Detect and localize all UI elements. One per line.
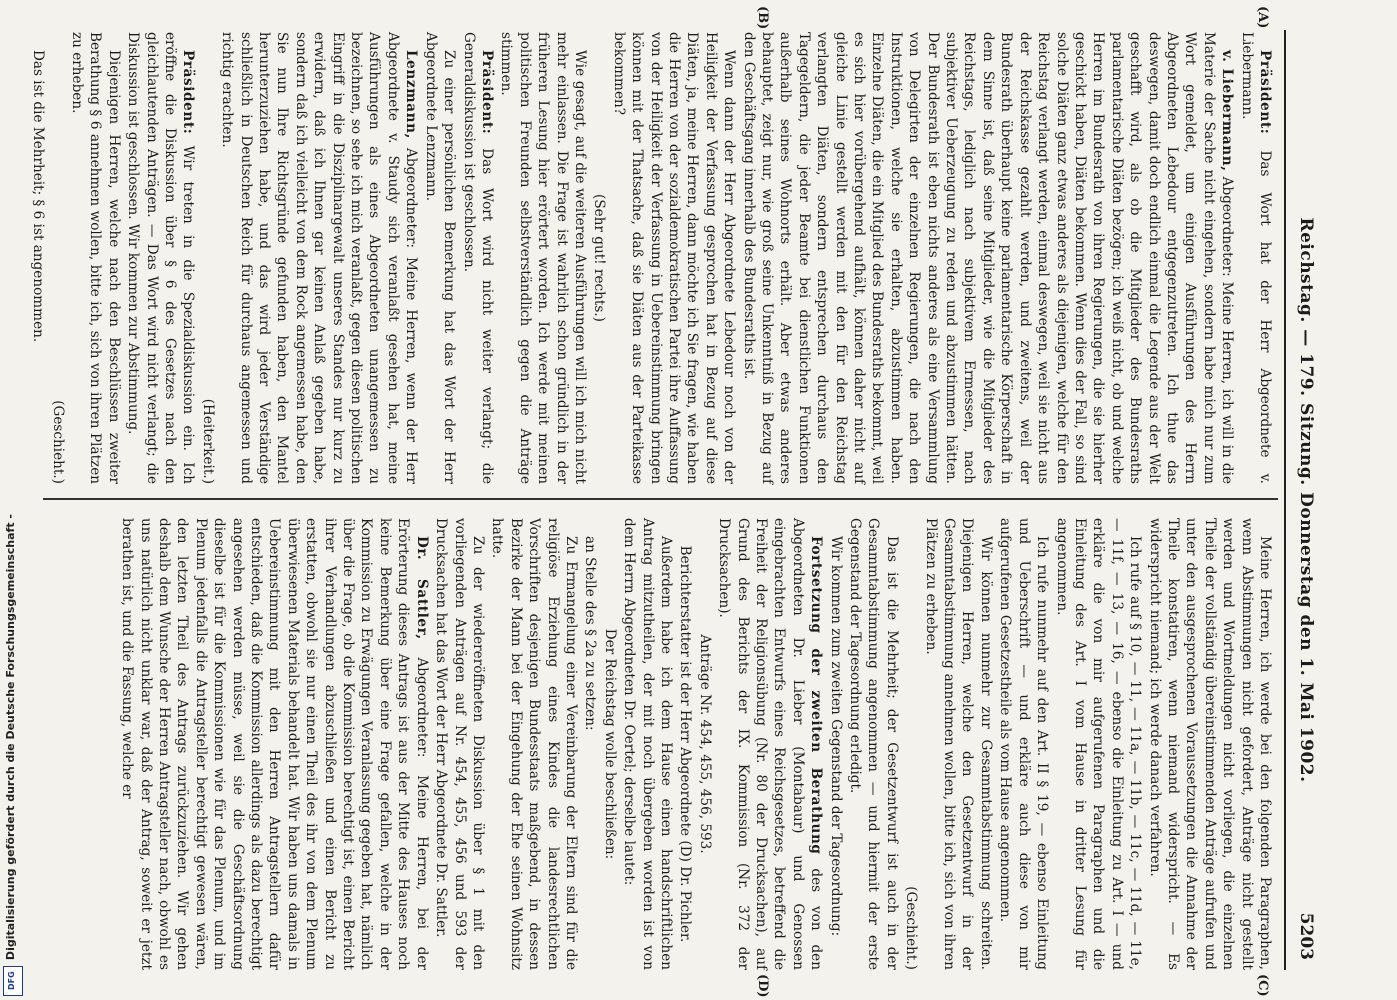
paragraph-text: Das Wort hat der Herr Abgeordnete v. Liebermann. [1238, 32, 1273, 484]
paragraph [68, 32, 123, 484]
paragraph [620, 518, 675, 970]
paragraph-text: Diejenigen Herren, welche nach den Beschlüssen zweiter Berathung § 6 annehmen wollen, bitte ich, sich von ihren Plätzen zu erheben. [69, 32, 122, 484]
paragraph [124, 32, 198, 484]
paragraph [609, 32, 738, 484]
column-divider [43, 498, 1278, 500]
digitization-credit [0, 0, 24, 1000]
paragraph [497, 32, 589, 484]
paragraph [846, 518, 901, 970]
paragraph [695, 518, 713, 970]
paragraph-text: (Geschieht.) [49, 400, 66, 484]
paragraph-text: des von den Abgeordneten Dr. Lieber (Montabaur) und Genossen eingebrachten Entwurfs eines Reichsgesetzes, betreffend die Freiheit der Religionsübung (Nr. 80 der Drucksachen), auf Grund des Berichts der IX. Kommission (Nr. 372 der Drucksachen). [716, 518, 825, 970]
paragraph [118, 518, 431, 970]
margin-marker-d: (D) [755, 974, 770, 998]
header-rule [1284, 30, 1286, 970]
paragraph-text: Zu der wiedereröffneten Diskussion über § 1 mit den vorliegenden Anträgen auf Nr. 454, 455, 456 und 593 der Drucksachen hat das Wort der Herr Abgeordnete Dr. Sattler. [433, 518, 486, 970]
paragraph-text: (Sehr gut! rechts.) [591, 194, 608, 322]
paragraph-text: Abgeordneter: Meine Herren, wenn der Herr Abgeordnete v. Staudy sich veranlaßt gesehen hat, meine Ausführungen als eines Abgeordneten unangemessen zu bezeichnen, so sehe ich mich veranlaßt, gegen diesen politischen Eingriff in die Disziplinargewalt unseres Standes nur kurz zu erwidern, daß ich Ihnen gar keinen Anlaß gegeben habe, sondern daß ich vielleicht von dem Rock angemessen habe, den Sie nun Ihre Richtsgründe gefunden haben, den Mantel herunterzuziehen habe, und das wird jeder Verständige schließlich in Deutschen Reich für durchaus angemessen und richtig erachten. [219, 32, 420, 484]
paragraph [421, 32, 458, 484]
paragraph-text: Das Wort wird nicht weiter verlangt; die Generaldiskussion ist geschlossen. [460, 32, 495, 484]
paragraph [600, 518, 618, 970]
paragraph [921, 518, 995, 970]
paragraph-text: Ich rufe auf § 10, — 11, — 11a, — 11b, — 11c, — 11d, — 11e, — 11f, — 13, — 16, — ebenso die Einleitung zu Art. I — und erkläre die von mir aufgerufenen Paragraphen und die Einleitung des Art. I vom Hause in dritter Lesung für angenommen. [1053, 518, 1144, 970]
page-header [1288, 30, 1322, 970]
paragraph-text: Zu Ermangelung einer Vereinbarung der Eltern sind für die religiöse Erziehung eines Kindes die landesrechtlichen Vorschriften desjenigen Bundesstaats maßgebend, in dessen Bezirke der Mann bei der Eingehung der Ehe seinen Wohnsitz hatte. [489, 518, 579, 970]
paragraph-text: Wenn dann der Herr Abgeordnete Lebedour noch von der Heiligkeit der Verfassung gesprochen hat in Bezug auf diese Diäten, ja, meine Herren, dann möchte ich Sie fragen, wie haben die Herren von der sozialdemokratischen Partei ihre Auffassung von der Heiligkeit der Verfassung in Uebereinstimmung bringen können mit der Thatsache, daß sie Diäten aus der Parteikasse bekommen? [610, 32, 738, 484]
paragraph [996, 518, 1051, 970]
paragraph [1052, 518, 1144, 970]
paragraph [739, 32, 1236, 484]
credit-text: Digitalisierung gefördert durch die Deutsche Forschungsgemeinschaft - [4, 513, 17, 960]
paragraph [488, 518, 580, 970]
paragraph [715, 518, 825, 970]
paragraph-text: Wir können nunmehr zur Gesammtabstimmung schreiten. Diejenigen Herren, welche den Gesetzentwurf in der Gesammtabstimmung annehmen wollen, bitte ich, sich von ihren Plätzen zu erheben. [922, 518, 994, 970]
speaker-name: Dr. Sattler, [413, 536, 430, 640]
paragraph-text: an Stelle des § 2a zu setzen: [582, 536, 599, 731]
right-text-column [39, 518, 1274, 970]
paragraph-text: Außerdem habe ich dem Hause einen handschriftlichen Antrag mitzutheilen, der mit noch übergeben worden ist von dem Herrn Abgeordneten Dr. Oertel; derselbe lautet: [621, 518, 674, 970]
paragraph-text: Meine Herren, ich werde bei den folgenden Paragraphen, wenn Abstimmungen nicht gefordert, Anträge nicht gestellt werden und Wortmeldungen nicht vorliegen, die einzelnen Theile der vollständig übereinstimmenden Anträge aufrufen und unter den ausgesprochenen Voraussetzungen die Annahme der Theile konstatiren, wenn niemand widerspricht. — Es widerspricht niemand; ich werde danach verfahren. [1146, 518, 1273, 970]
paragraph [48, 32, 66, 484]
paragraph-text: Das ist die Mehrheit; § 6 ist angenommen. [30, 50, 47, 343]
paragraph-text: Der Reichstag wolle beschließen: [601, 628, 618, 860]
paragraph [902, 518, 920, 970]
paragraph-text: (Heiterkeit.) [199, 398, 216, 484]
margin-marker-c: (C) [1255, 974, 1270, 997]
margin-marker-a: (A) [1255, 6, 1270, 29]
paragraph-text: Zu einer persönlichen Bemerkung hat das Wort der Herr Abgeordnete Lenzmann. [422, 32, 458, 484]
speaker-name: Präsident: [478, 50, 495, 135]
margin-marker-b: (B) [755, 6, 770, 30]
paragraph [1237, 32, 1274, 484]
paragraph [29, 32, 47, 484]
page-number: 5203 [1296, 912, 1316, 960]
paragraph [676, 518, 694, 970]
paragraph [432, 518, 487, 970]
speaker-name: Präsident: [1257, 50, 1273, 135]
paragraph [826, 518, 844, 970]
speaker-name: v. Liebermann, [1219, 50, 1236, 172]
paragraph-text: Das ist die Mehrheit; der Gesetzentwurf ist auch in der Gesammtabstimmung angenommen — und hiermit der erste Gegenstand der Tagesordnung erledigt. [847, 518, 900, 970]
dfg-logo: DFG [3, 966, 23, 996]
paragraph-text: (Geschieht.) [903, 886, 920, 970]
paragraph [198, 32, 216, 484]
paragraph-text: Anträge Nr. 454, 455, 456, 593. [696, 634, 713, 854]
paragraph [590, 32, 608, 484]
header-title: Reichstag. — 179. Sitzung. Donnerstag den 1. Mai 1902. [1296, 217, 1316, 783]
paragraph-text: Abgeordneter: Meine Herren, ich will in die Materie der Sache nicht eingehen, sondern habe mich nur zum Wort gemeldet, um einigen Ausführungen des Herrn Abgeordneten Lebedour entgegenzutreten. Ich thue das deswegen, damit doch endlich einmal die Legende aus der Welt geschafft wird, als ob die Mitglieder des Bundesraths parlamentarische Diäten bezögen; ich weiß nicht, ob und welche Herren im Bundesrath von ihren Regierungen, die sie hierher geschickt haben, Diäten bekommen. Wenn dies der Fall, so sind solche Diäten ganz etwas anderes als diejenigen, welche für den Reichstag verlangt werden, einmal deswegen, weil sie nicht aus der Reichskasse gezahlt werden, und zweitens, weil der Bundesrath überhaupt keine parlamentarische Körperschaft in dem Sinne ist, daß seine Mitglieder, wie die Mitglieder des Reichstags, lediglich nach subjektivem Ermessen, nach subjektiver Ueberzeugung zu reden und abzustimmen hätten. Der Bundesrath ist eben nichts anderes als eine Versammlung von Delegirten der einzelnen Regierungen, die nach den Instruktionen, welche sie erhalten, abzustimmen haben. Einzelne Diäten, die ein Mitglied des Bundesraths bekommt, weil es sich hier vorübergehend aufhält, können daher nicht auf gleiche Linie gestellt werden mit den für den Reichstag verlangten Diäten, sondern entsprechen durchaus den Tagegeldern, die jeder Beamte bei dienstlichen Funktionen außerhalb seines Wohnorts erhält. Aber etwas anderes behauptet, zeigt nur, wie groß seine Unkenntniß in Bezug auf den Geschäftsgang innerhalb des Bundesraths ist. [740, 32, 1236, 485]
paragraph-text: Berichterstatter ist der Herr Abgeordnete (D) Dr. Pichler. [677, 545, 694, 943]
paragraph-text: Wir kommen zum zweiten Gegenstand der Tagesordnung: [827, 536, 844, 937]
speaker-name: Lenzmann, [403, 50, 420, 139]
speaker-name: Präsident: [180, 50, 197, 135]
paragraph [459, 32, 496, 484]
paragraph [1145, 518, 1274, 970]
speaker-name: Fortsetzung der zweiten Berathung [808, 536, 825, 855]
paragraph-text: Ich rufe nunmehr auf den Art. II § 19, — ebenso Einleitung und Ueberschrift — und erkläre auch diese von mir aufgerufenen Gesetzestheile als vom Hause angenommen. [997, 518, 1051, 970]
paragraph-text: Wie gesagt, auf die weiteren Ausführungen will ich mich nicht mehr einlassen. Die Frage ist wahrlich schon gründlich in der früheren Lesung hier erörtert worden. Ich werde mit meinen politischen Freunden selbstverständlich gegen die Anträge stimmen. [498, 32, 588, 484]
paragraph [581, 518, 599, 970]
paragraph-text: Wir treten in die Spezialdiskussion ein. Ich eröffne die Diskussion über § 6 des Gesetzes nach den gleichlautenden Anträgen. — Das Wort wird nicht verlangt; die Diskussion ist geschlossen. Wir kommen zur Abstimmung. [125, 32, 197, 484]
left-text-column [30, 32, 1274, 485]
paragraph-text: Abgeordneter: Meine Herren, bei der Erörterung dieses Antrags ist aus der Mitte des Hauses noch keine Bemerkung über eine Frage gefallen, welche in der Kommission zu Erwägungen Veranlassung gegeben hat, nämlich über die Frage, ob die Kommission berechtigt ist, einen Bericht ihrer Verhandlungen abzuschließen und einen Bericht zu erstatten, obwohl sie nur einen Theil des ihr von dem Plenum überwiesenen Materials behandelt hat. Wir haben uns damals in Uebereinstimmung mit den Herren Antragstellern dafür entschieden, daß die Kommission allerdings als dazu berechtigt angesehen werden müsse, weil sie die Geschäftsordnung dieselbe ist für die Kommissionen wie für das Plenum, und im Plenum jedenfalls die Antragsteller berechtigt gewesen wären, den letzten Theil des Antrags zurückzuziehen. Wir gehen deshalb dem Wunsche der Herren Antragsteller nach, obwohl es uns natürlich nicht unklar war, daß der Antrag, soweit er jetzt berathen ist, und die Fassung, welche er [119, 518, 430, 970]
paragraph [218, 32, 420, 484]
